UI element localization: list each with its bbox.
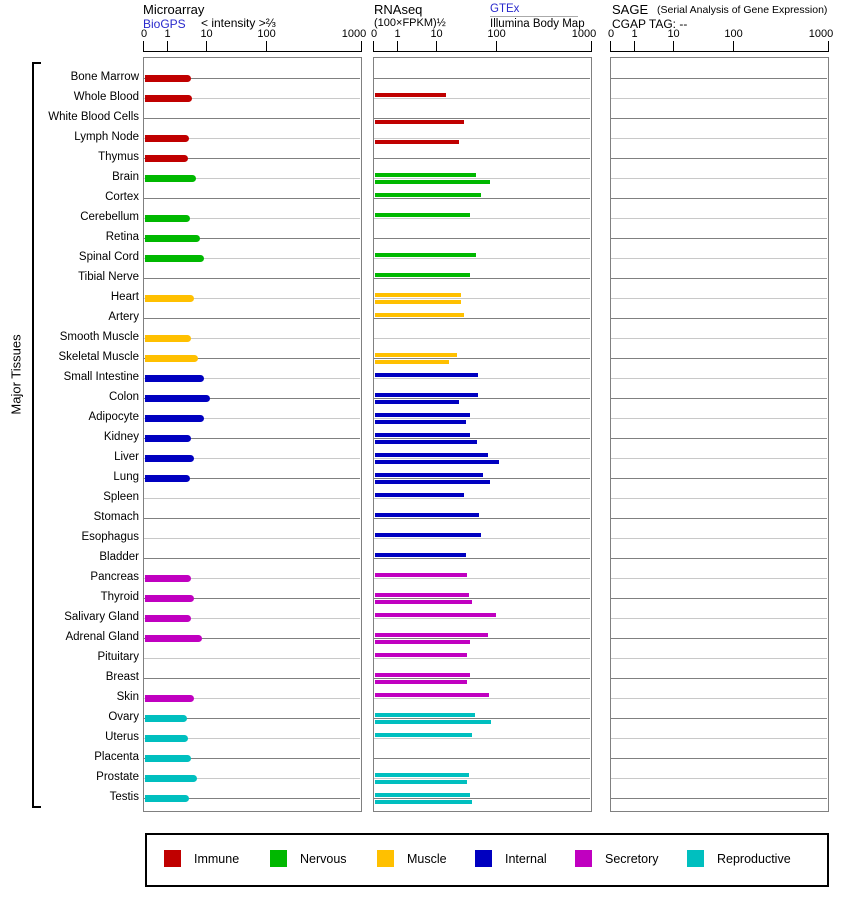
rnaseq-gtex-bar: [375, 193, 481, 197]
tissue-label: Liver: [114, 451, 139, 463]
tissue-row-line: [374, 678, 590, 679]
tissue-row-line: [611, 438, 827, 439]
sage-title: SAGE: [612, 2, 649, 17]
rnaseq-gtex-bar: [375, 633, 488, 637]
microarray-bar: [145, 95, 192, 102]
rnaseq-illumina-bar: [375, 640, 470, 644]
tissue-label: Salivary Gland: [64, 611, 139, 623]
legend-label-muscle: Muscle: [407, 852, 447, 866]
tissue-label: Colon: [108, 391, 139, 403]
tissue-row-line: [374, 558, 590, 559]
rnaseq-gtex-bar: [375, 433, 470, 437]
microarray-bar: [145, 795, 189, 802]
tissue-label: Spleen: [103, 491, 139, 503]
tissue-label: Small Intestine: [63, 371, 139, 383]
tissue-row-line: [374, 758, 590, 759]
tissue-row-line: [374, 298, 590, 299]
microarray-bar: [145, 615, 191, 622]
tissue-row-line: [611, 398, 827, 399]
axis-tick-label: 1000: [341, 28, 367, 40]
tissue-row-line: [374, 258, 590, 259]
microarray-bar: [145, 415, 204, 422]
tissue-row-line: [611, 718, 827, 719]
legend-label-secretory: Secretory: [605, 852, 659, 866]
tissue-row-line: [144, 658, 360, 659]
tissue-row-line: [611, 258, 827, 259]
tissue-row-line: [374, 658, 590, 659]
rnaseq-illumina-bar: [375, 300, 461, 304]
legend-label-internal: Internal: [505, 852, 547, 866]
tissue-label: Brain: [112, 171, 139, 183]
microarray-bar: [145, 695, 194, 702]
tissue-label: Lung: [113, 471, 139, 483]
tissue-row-line: [374, 618, 590, 619]
tissue-label: Pancreas: [90, 571, 139, 583]
microarray-bar: [145, 755, 191, 762]
legend-label-nervous: Nervous: [300, 852, 347, 866]
rnaseq-gtex-bar: [375, 253, 476, 257]
rnaseq-gtex-bar: [375, 693, 489, 697]
rnaseq-illumina-bar: [375, 400, 459, 404]
tissue-row-line: [611, 778, 827, 779]
tissue-label: Ovary: [108, 711, 139, 723]
tissue-row-line: [374, 698, 590, 699]
tissue-label: Artery: [108, 311, 139, 323]
tissue-row-line: [611, 478, 827, 479]
tissue-label: Cortex: [105, 191, 139, 203]
gtex-link[interactable]: GTEx: [490, 3, 520, 15]
tissue-label: Thymus: [98, 151, 139, 163]
rnaseq-gtex-bar: [375, 613, 496, 617]
microarray-bar: [145, 155, 188, 162]
tissue-label: Lymph Node: [74, 131, 139, 143]
tissue-row-line: [611, 78, 827, 79]
major-tissues-label: Major Tissues: [8, 334, 24, 415]
tissue-row-line: [374, 78, 590, 79]
tissue-row-line: [374, 98, 590, 99]
microarray-bar: [145, 635, 202, 642]
tissue-row-line: [374, 238, 590, 239]
microarray-bar: [145, 475, 190, 482]
tissue-row-line: [611, 658, 827, 659]
illumina-body-map-label: Illumina Body Map: [490, 18, 585, 30]
rnaseq-gtex-bar: [375, 273, 470, 277]
tissue-row-line: [611, 298, 827, 299]
tissue-label: Retina: [105, 231, 139, 243]
tissue-row-line: [611, 618, 827, 619]
axis-tick-label: 0: [370, 28, 378, 40]
axis-tick-label: 0: [607, 28, 615, 40]
rnaseq-illumina-bar: [375, 460, 499, 464]
axis-tick: [634, 41, 635, 51]
tissue-row-line: [611, 678, 827, 679]
tissue-label: Placenta: [94, 751, 139, 763]
tissue-row-line: [611, 378, 827, 379]
microarray-bar: [145, 235, 200, 242]
microarray-bar: [145, 455, 194, 462]
microarray-bar: [145, 335, 191, 342]
tissue-label: Bladder: [99, 551, 139, 563]
tissue-row-line: [374, 778, 590, 779]
microarray-bar: [145, 375, 204, 382]
legend-swatch-immune: [164, 850, 181, 867]
axis-tick-label: 1000: [571, 28, 597, 40]
rnaseq-gtex-bar: [375, 553, 466, 557]
tissue-row-line: [144, 278, 360, 279]
axis-tick: [591, 41, 592, 51]
tissue-row-line: [611, 178, 827, 179]
tissue-row-line: [374, 338, 590, 339]
axis-tick-label: 100: [257, 28, 276, 40]
microarray-bar: [145, 75, 191, 82]
tissue-row-line: [374, 498, 590, 499]
tissue-row-line: [374, 538, 590, 539]
axis-tick: [610, 41, 611, 51]
microarray-title: Microarray: [143, 2, 205, 17]
tissue-row-line: [374, 418, 590, 419]
microarray-bar: [145, 395, 210, 402]
tissue-row-line: [611, 418, 827, 419]
tissue-row-line: [374, 118, 590, 119]
tissue-row-line: [374, 178, 590, 179]
tissue-label: Kidney: [103, 431, 139, 443]
rnaseq-gtex-bar: [375, 493, 464, 497]
axis-tick: [143, 41, 144, 51]
rnaseq-illumina-bar: [375, 360, 449, 364]
tissue-row-line: [611, 218, 827, 219]
axis-line: [143, 51, 362, 52]
axis-tick-label: 0: [140, 28, 148, 40]
microarray-bar: [145, 175, 196, 182]
microarray-bar: [145, 135, 189, 142]
tissue-label: Heart: [110, 291, 139, 303]
axis-tick: [167, 41, 168, 51]
tissue-row-line: [374, 738, 590, 739]
rnaseq-gtex-bar: [375, 93, 446, 97]
tissue-row-line: [611, 698, 827, 699]
axis-tick-label: 10: [430, 28, 443, 40]
axis-tick-label: 1000: [808, 28, 834, 40]
microarray-bar: [145, 735, 188, 742]
tissue-label: White Blood Cells: [48, 111, 139, 123]
tissue-label: Whole Blood: [73, 91, 139, 103]
axis-tick: [673, 41, 674, 51]
legend-swatch-muscle: [377, 850, 394, 867]
rnaseq-gtex-bar: [375, 313, 464, 317]
tissue-label: Adrenal Gland: [65, 631, 139, 643]
legend-swatch-nervous: [270, 850, 287, 867]
rnaseq-gtex-bar: [375, 793, 470, 797]
tissue-label: Cerebellum: [80, 211, 139, 223]
axis-line: [373, 51, 592, 52]
axis-tick: [436, 41, 437, 51]
rnaseq-gtex-bar: [375, 393, 478, 397]
rnaseq-gtex-bar: [375, 593, 469, 597]
tissue-row-line: [144, 118, 360, 119]
tissue-row-line: [374, 358, 590, 359]
rnaseq-illumina-bar: [375, 440, 477, 444]
tissue-row-line: [611, 598, 827, 599]
rnaseq-title: RNAseq: [374, 2, 423, 17]
tissue-row-line: [611, 758, 827, 759]
tissue-row-line: [611, 738, 827, 739]
rnaseq-illumina-bar: [375, 600, 472, 604]
tissue-row-line: [144, 318, 360, 319]
tissue-row-line: [611, 358, 827, 359]
tissue-row-line: [374, 138, 590, 139]
tissue-row-line: [374, 318, 590, 319]
rnaseq-illumina-bar: [375, 140, 459, 144]
rnaseq-gtex-bar: [375, 353, 457, 357]
tissue-bracket-top-tick: [32, 62, 41, 64]
tissue-row-line: [374, 378, 590, 379]
rnaseq-gtex-bar: [375, 733, 472, 737]
sage-note: (Serial Analysis of Gene Expression): [657, 4, 828, 16]
tissue-label: Smooth Muscle: [59, 331, 139, 343]
rnaseq-illumina-bar: [375, 120, 464, 124]
tissue-row-line: [611, 498, 827, 499]
tissue-row-line: [374, 218, 590, 219]
rnaseq-gtex-bar: [375, 573, 467, 577]
tissue-row-line: [374, 158, 590, 159]
tissue-row-line: [374, 598, 590, 599]
axis-tick: [361, 41, 362, 51]
tissue-row-line: [374, 478, 590, 479]
rnaseq-illumina-bar: [375, 780, 467, 784]
rnaseq-gtex-bar: [375, 293, 461, 297]
tissue-row-line: [374, 438, 590, 439]
legend-swatch-internal: [475, 850, 492, 867]
tissue-row-line: [611, 238, 827, 239]
microarray-bar: [145, 595, 194, 602]
microarray-bar: [145, 295, 194, 302]
rnaseq-gtex-bar: [375, 653, 467, 657]
axis-line: [610, 51, 829, 52]
tissue-row-line: [611, 458, 827, 459]
tissue-label: Skeletal Muscle: [58, 351, 139, 363]
tissue-label: Skin: [116, 691, 139, 703]
tissue-bracket-bottom-tick: [32, 806, 41, 808]
tissue-row-line: [611, 118, 827, 119]
tissue-label: Breast: [105, 671, 139, 683]
tissue-row-line: [611, 338, 827, 339]
microarray-bar: [145, 215, 190, 222]
rnaseq-gtex-bar: [375, 373, 478, 377]
tissue-row-line: [611, 558, 827, 559]
tissue-row-line: [144, 198, 360, 199]
rnaseq-gtex-bar: [375, 773, 469, 777]
tissue-label: Prostate: [96, 771, 139, 783]
legend-label-reproductive: Reproductive: [717, 852, 791, 866]
rnaseq-gtex-bar: [375, 413, 470, 417]
tissue-label: Esophagus: [81, 531, 139, 543]
tissue-label: Pituitary: [97, 651, 139, 663]
microarray-bar: [145, 575, 191, 582]
axis-tick: [733, 41, 734, 51]
tissue-label: Thyroid: [100, 591, 139, 603]
tissue-row-line: [144, 518, 360, 519]
tissue-row-line: [611, 98, 827, 99]
biogps-link[interactable]: BioGPS: [143, 17, 186, 31]
tissue-row-line: [374, 718, 590, 719]
axis-tick: [206, 41, 207, 51]
axis-tick-label: 100: [724, 28, 743, 40]
axis-tick: [373, 41, 374, 51]
legend-swatch-secretory: [575, 850, 592, 867]
rnaseq-gtex-bar: [375, 513, 479, 517]
tissue-row-line: [611, 578, 827, 579]
axis-tick-label: 1: [164, 28, 171, 40]
tissue-row-line: [374, 198, 590, 199]
microarray-bar: [145, 255, 204, 262]
rnaseq-illumina-bar: [375, 800, 472, 804]
rnaseq-illumina-bar: [375, 680, 467, 684]
axis-tick-label: 10: [667, 28, 680, 40]
axis-tick-label: 1: [631, 28, 638, 40]
axis-tick-label: 100: [487, 28, 506, 40]
rnaseq-gtex-bar: [375, 713, 475, 717]
tissue-label: Tibial Nerve: [78, 271, 139, 283]
tissue-row-line: [611, 278, 827, 279]
tissue-row-line: [144, 558, 360, 559]
tissue-row-line: [374, 398, 590, 399]
rnaseq-gtex-bar: [375, 213, 470, 217]
tissue-label: Spinal Cord: [78, 251, 139, 263]
tissue-row-line: [611, 538, 827, 539]
tissue-label: Testis: [109, 791, 139, 803]
rnaseq-measure-label: (100×FPKM)½: [374, 17, 446, 29]
gtex-divider: [490, 16, 578, 17]
axis-tick-label: 10: [200, 28, 213, 40]
tissue-row-line: [374, 278, 590, 279]
tissue-row-line: [611, 198, 827, 199]
tissue-row-line: [144, 678, 360, 679]
tissue-row-line: [611, 518, 827, 519]
tissue-row-line: [611, 318, 827, 319]
microarray-bar: [145, 435, 191, 442]
rnaseq-illumina-bar: [375, 480, 490, 484]
rnaseq-illumina-bar: [375, 180, 490, 184]
legend-swatch-reproductive: [687, 850, 704, 867]
tissue-row-line: [374, 458, 590, 459]
rnaseq-gtex-bar: [375, 533, 481, 537]
tissue-row-line: [611, 638, 827, 639]
tissue-row-line: [374, 578, 590, 579]
tissue-row-line: [611, 798, 827, 799]
cgap-tag-label: CGAP TAG: --: [612, 17, 688, 31]
tissue-row-line: [144, 498, 360, 499]
rnaseq-illumina-bar: [375, 720, 491, 724]
tissue-group-legend: [145, 833, 829, 887]
tissue-label: Adipocyte: [88, 411, 139, 423]
axis-tick: [828, 41, 829, 51]
axis-tick: [397, 41, 398, 51]
tissue-label: Bone Marrow: [70, 71, 139, 83]
rnaseq-gtex-bar: [375, 673, 470, 677]
rnaseq-gtex-bar: [375, 453, 488, 457]
tissue-row-line: [611, 158, 827, 159]
rnaseq-illumina-bar: [375, 420, 466, 424]
tissue-row-line: [374, 798, 590, 799]
legend-label-immune: Immune: [194, 852, 240, 866]
tissue-row-line: [374, 518, 590, 519]
axis-tick: [496, 41, 497, 51]
rnaseq-gtex-bar: [375, 173, 476, 177]
tissue-label: Stomach: [93, 511, 139, 523]
tissue-row-line: [611, 138, 827, 139]
microarray-bar: [145, 355, 198, 362]
microarray-measure-label: < intensity >⅔: [201, 16, 276, 30]
axis-tick: [266, 41, 267, 51]
microarray-bar: [145, 715, 187, 722]
microarray-bar: [145, 775, 197, 782]
tissue-label: Uterus: [105, 731, 139, 743]
axis-tick-label: 1: [394, 28, 401, 40]
tissue-row-line: [374, 638, 590, 639]
tissue-row-line: [144, 538, 360, 539]
rnaseq-gtex-bar: [375, 473, 483, 477]
